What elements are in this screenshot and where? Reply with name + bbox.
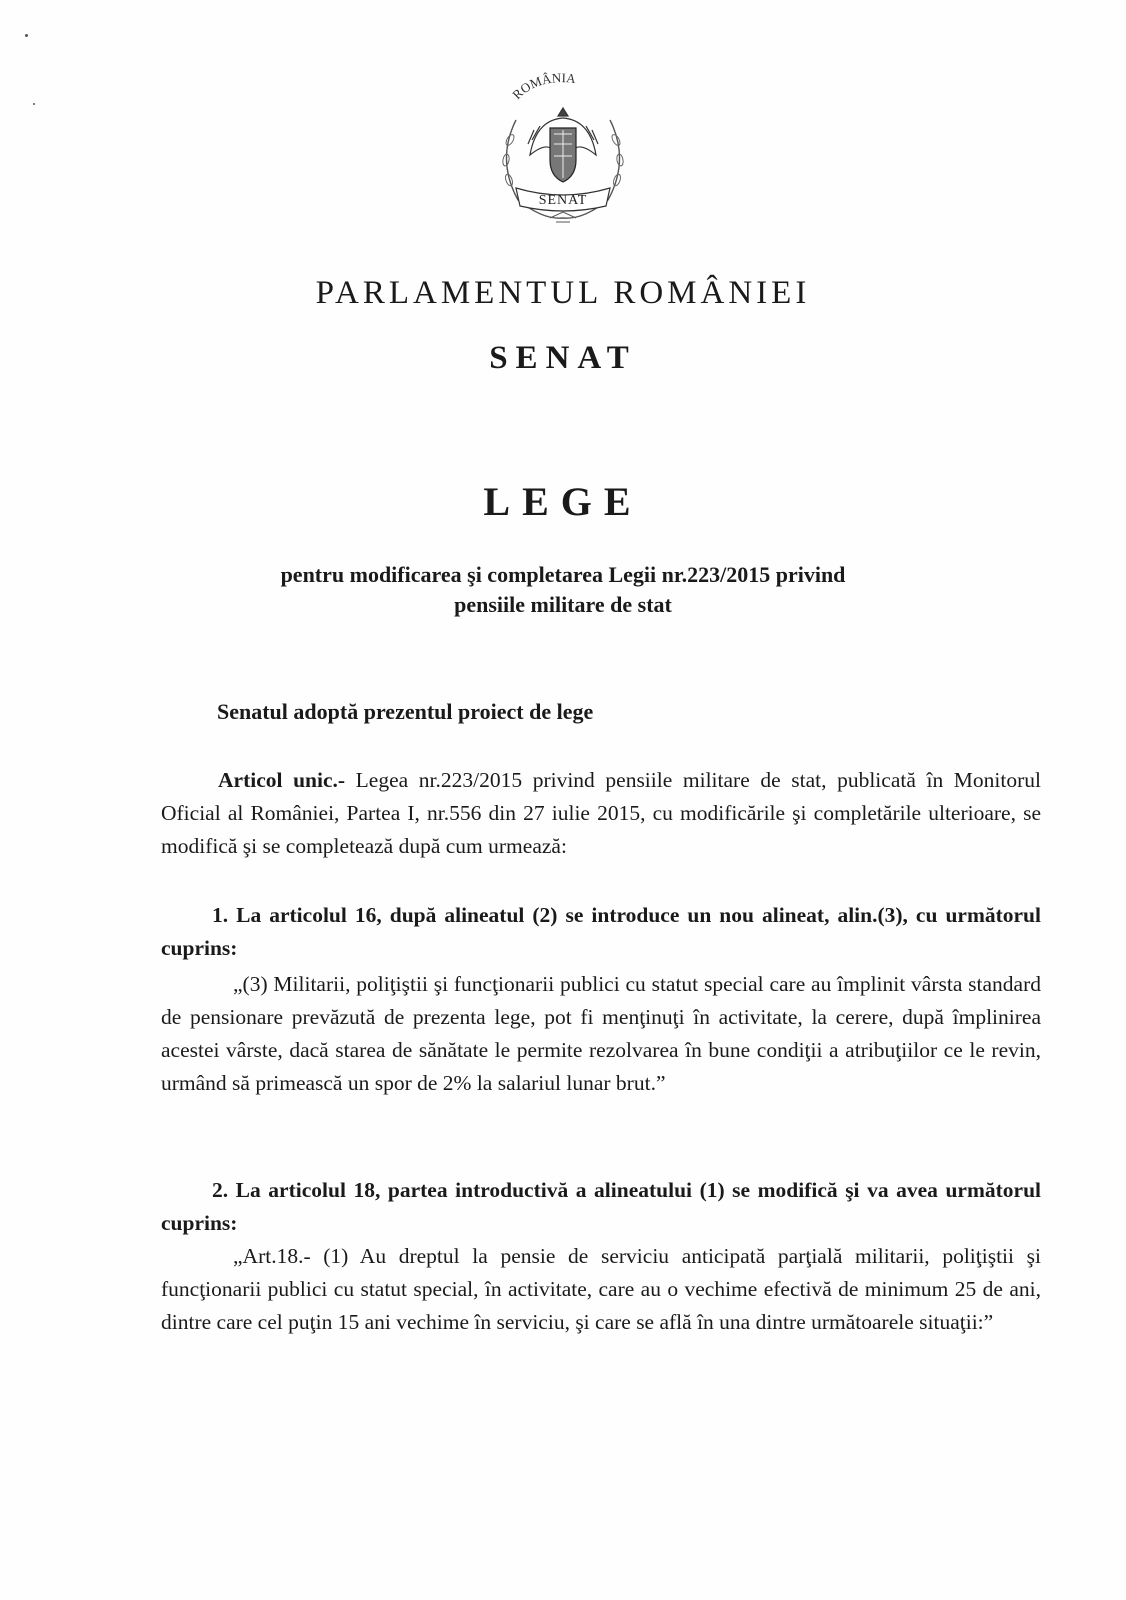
law-subtitle bbox=[0, 560, 1126, 620]
law-subtitle-line-2: pensiile militare de stat bbox=[454, 592, 672, 617]
seal-bottom-text: SENAT bbox=[538, 193, 588, 208]
senate-seal bbox=[488, 60, 638, 230]
amendment-1-text: „(3) Militarii, poliţiştii şi funcţionarii publici cu statut special care au împlinit vârsta standard de pensionare prevăzută de prezenta lege, pot fi menţinuţi în activitate, la cerere, după împlinirea acestei vârste, dacă starea de sănătate le permite rezolvarea în bune condiţii a atribuţiilor ce le revin, urmând să primească un spor de 2% la salariul lunar brut.” bbox=[161, 972, 1041, 1095]
senate-seal-graphic bbox=[488, 60, 638, 230]
amendment-2-text: „Art.18.- (1) Au dreptul la pensie de serviciu anticipată parţială militarii, poliţiştii şi funcţionarii publici cu statut special, în activitate, care au o vechime efectivă de minimum 25 de ani, dintre care cel puţin 15 ani vechime în serviciu, şi care se află în una dintre următoarele situaţii:” bbox=[161, 1244, 1041, 1334]
svg-text:ROMÂNIA bbox=[509, 70, 577, 102]
scan-speck bbox=[25, 34, 28, 37]
single-article bbox=[161, 764, 1041, 863]
scan-speck bbox=[33, 103, 35, 105]
single-article-label: Articol unic.- bbox=[218, 768, 346, 792]
seal-top-text: ROMÂNIA bbox=[509, 70, 577, 103]
chamber-title: SENAT bbox=[489, 340, 637, 376]
document-type-title: LEGE bbox=[483, 479, 643, 524]
amendment-2-heading: 2. La articolul 18, partea introductivă a alineatului (1) se modifică şi va avea următorul cuprins: bbox=[161, 1178, 1041, 1235]
single-article-text: Legea nr.223/2015 privind pensiile militare de stat, publicată în Monitorul Oficial al României, Partea I, nr.556 din 27 iulie 2015, cu modificările şi completările ulterioare, se modifică şi se completează după cum urmează: bbox=[161, 768, 1042, 858]
amendment-1-heading: 1. La articolul 16, după alineatul (2) se introduce un nou alineat, alin.(3), cu următorul cuprins: bbox=[161, 903, 1041, 960]
law-subtitle-line-1: pentru modificarea şi completarea Legii nr.223/2015 privind bbox=[280, 562, 846, 587]
adoption-statement: Senatul adoptă prezentul proiect de lege bbox=[217, 699, 594, 724]
parliament-title: PARLAMENTUL ROMÂNIEI bbox=[315, 275, 811, 311]
